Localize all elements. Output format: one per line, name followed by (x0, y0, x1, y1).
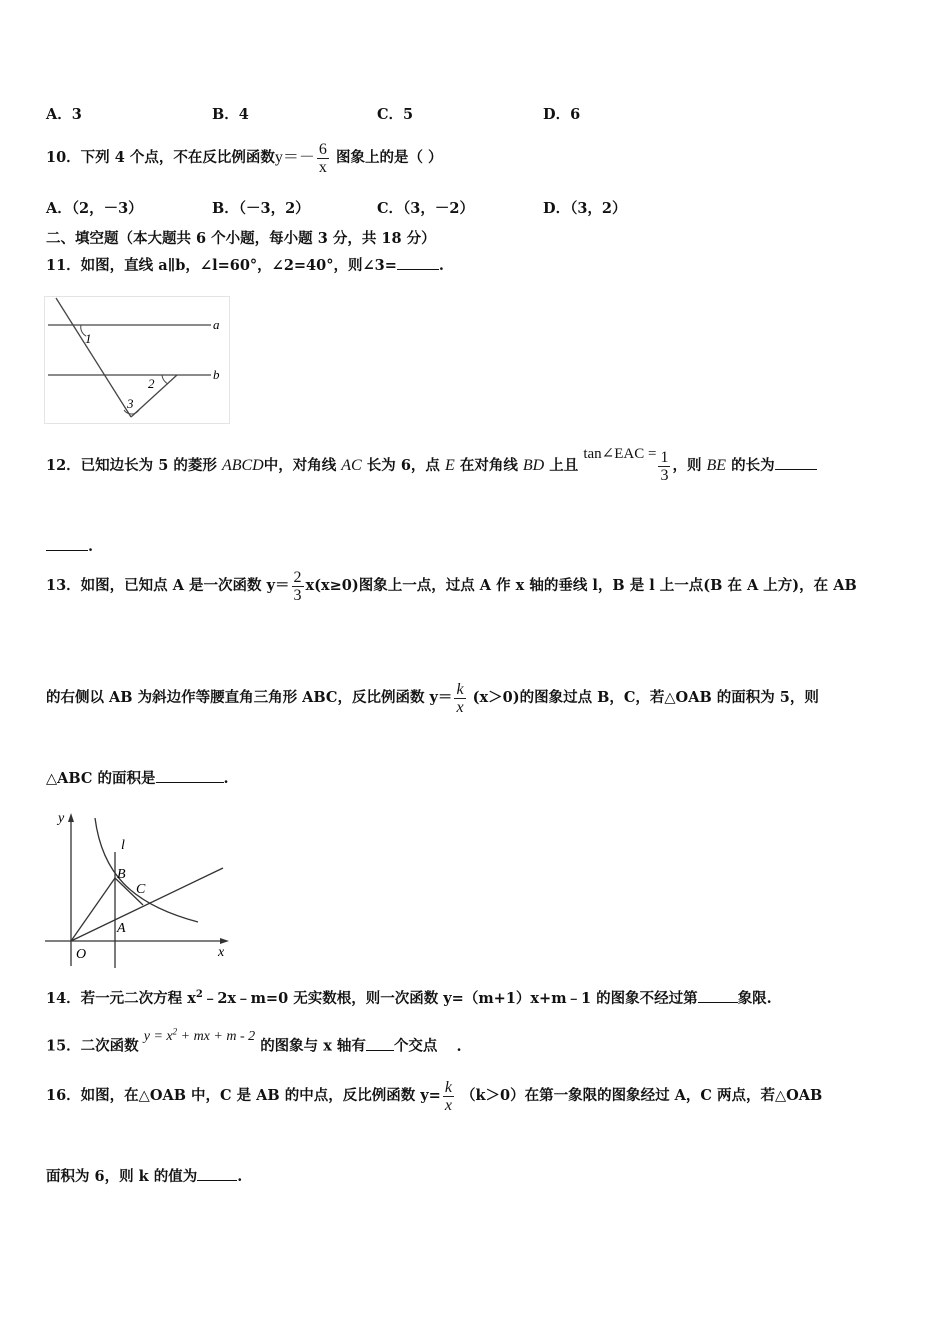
q11-parallel-lines-figure (44, 296, 230, 424)
q13-x: x (456, 698, 464, 716)
transversal-line (56, 298, 131, 417)
q13-line-3 (46, 768, 229, 788)
q11-end: . (438, 257, 444, 274)
q11-stem (46, 255, 444, 275)
q14-sup: 2 (195, 989, 203, 1000)
q12-fraction (658, 449, 670, 484)
label-B: B (117, 867, 126, 882)
q15-eq-b: + mx + m - 2 (177, 1028, 256, 1044)
q11-answer-blank (397, 255, 439, 270)
q10-stem (46, 140, 443, 176)
x-axis-arrow (220, 938, 229, 944)
q13-l3: △ABC 的面积是 (46, 770, 156, 787)
q9-option-a: A．3 (46, 106, 82, 123)
q13-coordinate-figure (40, 802, 236, 972)
q14-answer-blank (698, 988, 738, 1003)
label-O: O (76, 947, 87, 962)
q12-bd: BD (522, 457, 545, 474)
q12-end: . (88, 538, 94, 555)
q10-option-d: D．（3，2） (543, 200, 627, 217)
q13-fraction (292, 569, 304, 604)
label-A: A (117, 921, 126, 936)
q9-option-d: D．6 (543, 106, 581, 123)
hyperbola-curve (95, 818, 198, 922)
q12-p1: 12．已知边长为 5 的菱形 (46, 457, 217, 474)
label-angle-3: 3 (127, 396, 134, 411)
q10-fn-lhs: y＝－ (274, 149, 315, 166)
q16-line-1 (46, 1076, 822, 1116)
q12-line-2 (46, 536, 93, 556)
q10-stem-post: 图象上的是（ ） (335, 149, 443, 166)
q13-l1-post: x(x≥0)图象上一点，过点 A 作 x 轴的垂线 l，B 是 l 上一点(B 在 A 上方)，在 AB (305, 577, 857, 594)
q15-eq-a: y = x (143, 1028, 173, 1044)
q13-l2-post: (x＞0)的图象过点 B，C，若△OAB 的面积为 5，则 (472, 689, 819, 706)
q15-end: . (456, 1037, 462, 1055)
q13-den: 3 (293, 586, 302, 604)
q10-fn-den: x (318, 158, 327, 176)
y-axis-arrow (68, 813, 74, 822)
q14-pre: 14．若一元二次方程 x (46, 989, 196, 1007)
q13-answer-blank (156, 768, 224, 783)
q12-p5: 上且 (549, 457, 579, 474)
q16-l1-post: （k＞0）在第一象限的图象经过 A，C 两点，若△OAB (461, 1087, 823, 1104)
label-angle-1: 1 (85, 331, 92, 346)
q15-mid: 的图象与 x 轴有 (260, 1037, 366, 1055)
q15-pre: 15．二次函数 (46, 1037, 139, 1055)
label-C: C (136, 882, 146, 897)
q12-p3: 长为 6，点 (366, 457, 440, 474)
q15-eq-sup: 2 (172, 1026, 178, 1036)
q12-e: E (445, 457, 455, 474)
label-a: a (213, 317, 220, 332)
q10-option-c: C．（3，－2） (377, 200, 474, 217)
q12-den: 3 (660, 466, 669, 484)
q13-l2-pre: 的右侧以 AB 为斜边作等腰直角三角形 ABC，反比例函数 y＝ (46, 689, 453, 706)
q11-text: 11．如图，直线 a∥b，∠l=60°，∠2=40°，则∠3= (46, 257, 397, 274)
label-l: l (121, 838, 125, 853)
q9-option-c: C．5 (377, 106, 414, 123)
q16-l1-pre: 16．如图，在△OAB 中，C 是 AB 的中点，反比例函数 y= (46, 1087, 441, 1104)
segment-OB (71, 878, 115, 941)
q16-kx-fraction (443, 1079, 454, 1114)
q12-p2: 中，对角线 (263, 457, 337, 474)
q12-p6: ，则 (672, 457, 702, 474)
q13-line-2 (46, 678, 819, 718)
q13-line-1 (46, 566, 857, 606)
q10-fraction (317, 141, 329, 176)
q12-p4: 在对角线 (459, 457, 518, 474)
q12-line-1 (46, 446, 817, 486)
q12-abcd: ABCD (221, 457, 264, 474)
label-angle-2: 2 (148, 376, 155, 391)
q14-stem (46, 986, 772, 1008)
q9-option-b: B．4 (212, 106, 249, 123)
q15-post: 个交点 (393, 1037, 438, 1055)
q11-figure-frame (45, 297, 230, 424)
q16-l2-pre: 面积为 6，则 k 的值为 (46, 1168, 198, 1185)
q16-k: k (444, 1078, 452, 1096)
q16-x: x (444, 1096, 452, 1114)
q16-line-2 (46, 1166, 242, 1186)
q12-tan: tan∠EAC = (583, 446, 657, 462)
angle-2-arc (162, 375, 168, 384)
q10-option-b: B．（－3，2） (212, 200, 310, 217)
q12-answer-blank-2 (46, 536, 88, 551)
label-y: y (58, 811, 65, 826)
q10-option-a: A．（2，－3） (46, 200, 143, 217)
q15-answer-blank (366, 1036, 394, 1051)
q13-l1-pre: 13．如图，已知点 A 是一次函数 y＝ (46, 577, 290, 594)
q14-post: 象限. (737, 989, 772, 1007)
q15-stem (46, 1026, 462, 1057)
label-x: x (218, 945, 225, 960)
q14-mid: ﹣2x﹣m=0 无实数根，则一次函数 y=（m+1）x+m﹣1 的图象不经过第 (202, 989, 698, 1007)
linear-function-line (71, 868, 223, 941)
q12-p7: 的长为 (731, 457, 775, 474)
section-2-heading: 二、填空题（本大题共 6 个小题，每小题 3 分，共 18 分） (46, 230, 436, 247)
q13-end: . (223, 770, 229, 787)
q16-answer-blank (197, 1166, 237, 1181)
q12-answer-blank-1 (775, 455, 817, 470)
q13-k: k (456, 680, 464, 698)
q16-end: . (237, 1168, 243, 1185)
q15-equation (143, 1026, 256, 1044)
q10-fn-num: 6 (318, 140, 327, 158)
q12-num: 1 (660, 448, 669, 466)
label-b: b (213, 367, 220, 382)
q13-kx-fraction (454, 681, 465, 716)
q12-be: BE (706, 457, 727, 474)
q10-stem-pre: 10．下列 4 个点，不在反比例函数 (46, 149, 275, 166)
q12-ac: AC (341, 457, 362, 474)
q13-num: 2 (293, 568, 302, 586)
